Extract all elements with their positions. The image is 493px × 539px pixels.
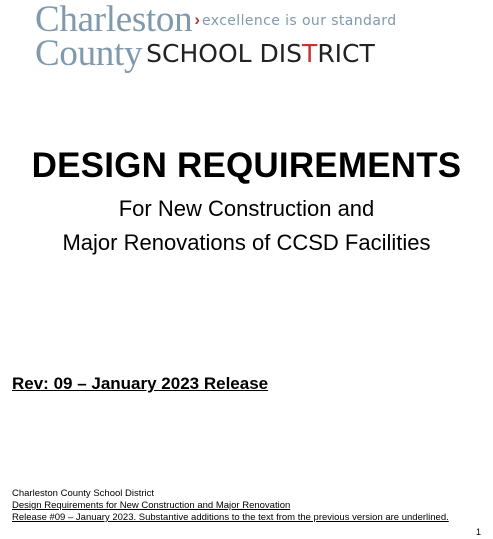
document-title: DESIGN REQUIREMENTS <box>31 146 462 185</box>
footer-organization: Charleston County School District <box>12 488 155 499</box>
document-subtitle-line2: Major Renovations of CCSD Facilities <box>62 230 431 255</box>
logo-school-district <box>146 39 375 68</box>
logo-school-part2: RICT <box>317 39 375 68</box>
district-logo <box>35 0 455 74</box>
footer-release-note: Release #09 – January 2023. Substantive additions to the text from the previous version are underlined. <box>12 512 449 523</box>
logo-word-county: County <box>35 33 143 74</box>
footer-document-name: Design Requirements for New Construction and Major Renovation <box>12 500 291 511</box>
logo-school-red-t: T <box>302 39 318 68</box>
document-subtitle-line1: For New Construction and <box>118 196 375 221</box>
logo-word-charleston: Charleston <box>35 0 193 40</box>
logo-school-part1: SCHOOL DIS <box>146 39 303 68</box>
logo-bottom-line <box>35 32 375 75</box>
footer <box>12 488 449 524</box>
logo-tagline: excellence is our standard <box>201 13 397 29</box>
chevron-right-icon: › <box>194 10 200 29</box>
revision-label: Rev: 09 – January 2023 Release <box>12 374 269 393</box>
page-number: 1 <box>475 527 481 537</box>
